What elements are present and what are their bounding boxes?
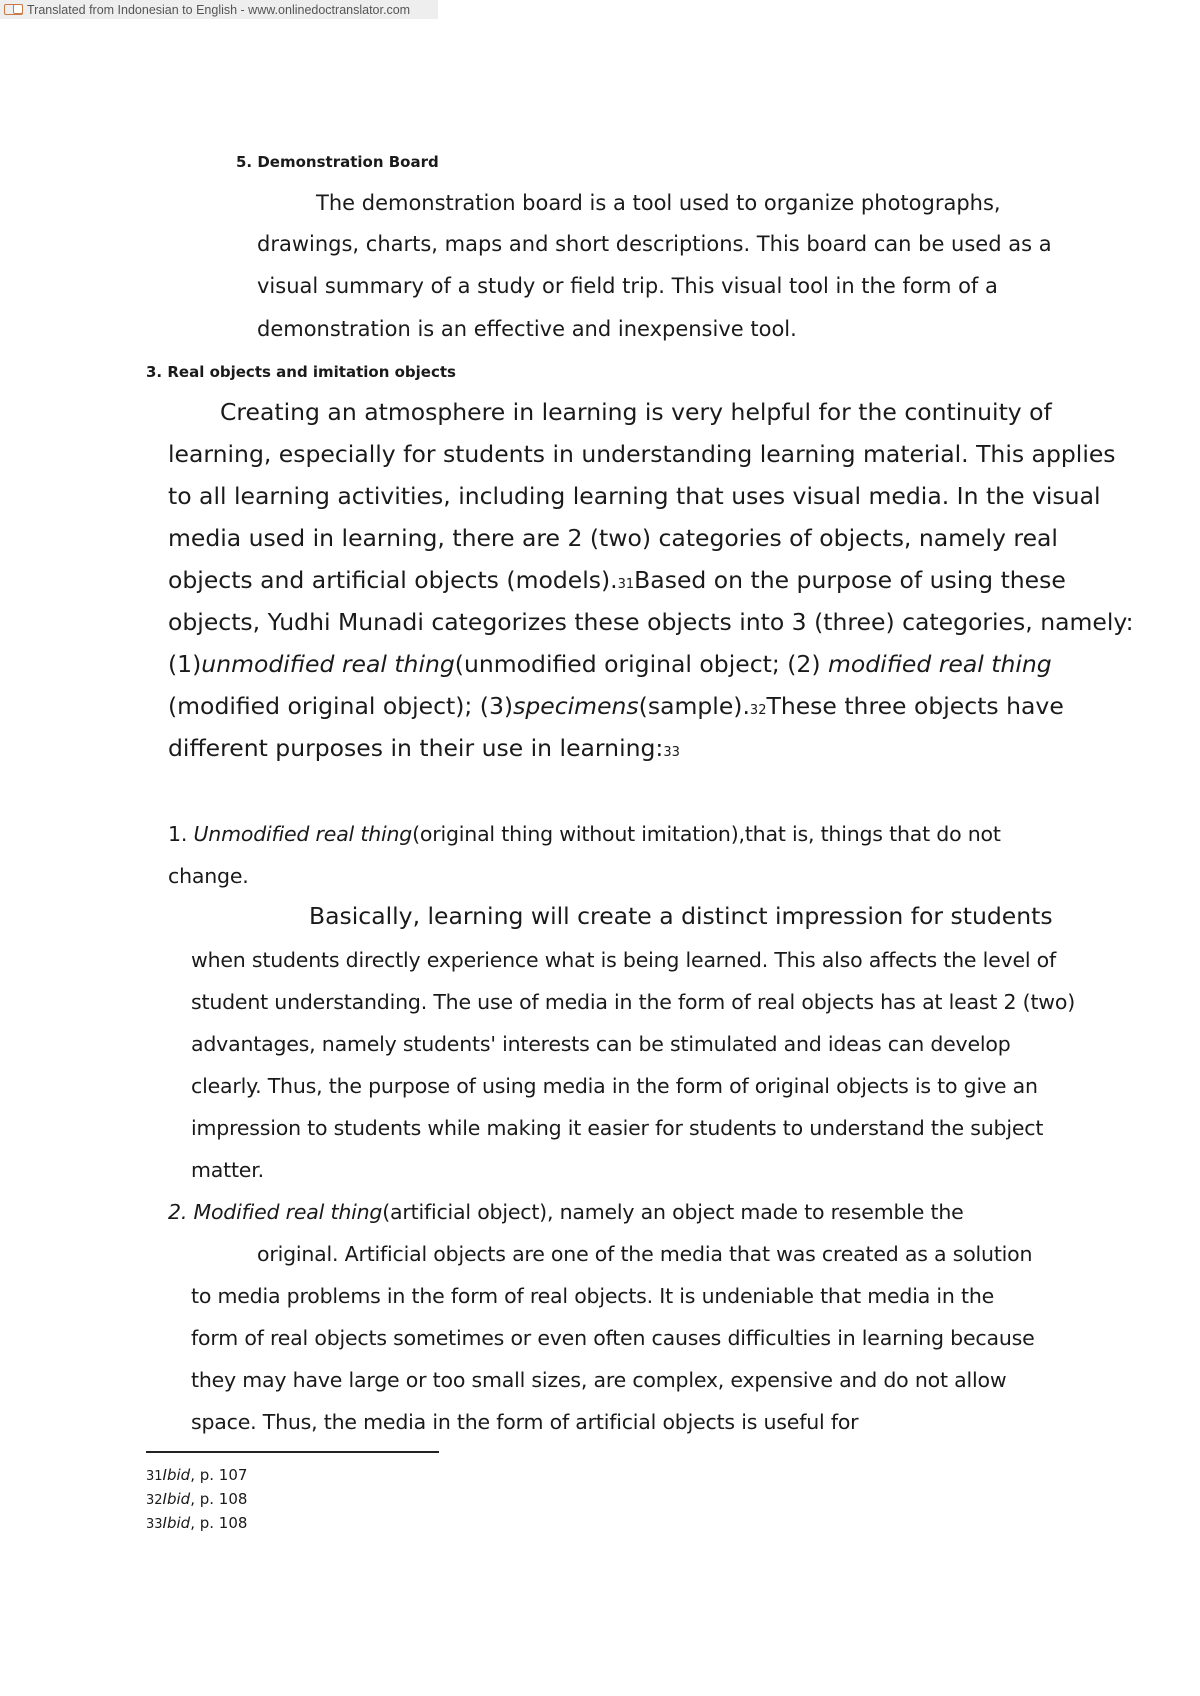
italic-term: modified real thing [828, 650, 1052, 678]
paragraph-line [168, 566, 1066, 594]
text-run: (unmodified original object; (2) [454, 650, 828, 678]
paragraph-line: to media problems in the form of real objects. It is undeniable that media in the [191, 1284, 995, 1308]
footnote [146, 1466, 247, 1484]
paragraph-line: form of real objects sometimes or even often causes difficulties in learning because [191, 1326, 1035, 1350]
footnote-number: 31 [146, 1469, 163, 1484]
paragraph-line: Basically, learning will create a distinct impression for students [309, 902, 1053, 930]
paragraph-line: student understanding. The use of media in the form of real objects has at least 2 (two) [191, 990, 1075, 1014]
text-run: These three objects have [766, 692, 1064, 720]
footnote-text: , p. 107 [190, 1466, 248, 1484]
paragraph-line: demonstration is an effective and inexpensive tool. [257, 317, 797, 341]
paragraph-line: Creating an atmosphere in learning is very helpful for the continuity of [220, 398, 1052, 426]
text-run: (artificial object), namely an object made to resemble the [382, 1200, 964, 1224]
paragraph-line: drawings, charts, maps and short descriptions. This board can be used as a [257, 232, 1052, 256]
italic-term: specimens [513, 692, 639, 720]
italic-term: unmodified real thing [201, 650, 455, 678]
paragraph-line: learning, especially for students in understanding learning material. This applies [168, 440, 1116, 468]
footnote [146, 1490, 247, 1508]
banner-text: Translated from Indonesian to English - www.onlinedoctranslator.com [27, 2, 411, 17]
text-run: (modified original object); (3) [168, 692, 514, 720]
italic-term: Unmodified real thing [193, 822, 413, 846]
paragraph-line: visual summary of a study or field trip. This visual tool in the form of a [257, 274, 998, 298]
paragraph-line: they may have large or too small sizes, are complex, expensive and do not allow [191, 1368, 1007, 1392]
paragraph-line: objects, Yudhi Munadi categorizes these objects into 3 (three) categories, namely: [168, 608, 1134, 636]
list-item-title [168, 1200, 964, 1224]
paragraph-line: clearly. Thus, the purpose of using media in the form of original objects is to give an [191, 1074, 1038, 1098]
list-item-title-cont: change. [168, 864, 249, 888]
paragraph-line: space. Thus, the media in the form of artificial objects is useful for [191, 1410, 859, 1434]
footnote-text: , p. 108 [190, 1490, 248, 1508]
footnote-ref[interactable]: 31 [617, 577, 635, 592]
paragraph-line: impression to students while making it easier for students to understand the subject [191, 1116, 1044, 1140]
paragraph-line: media used in learning, there are 2 (two) categories of objects, namely real [168, 524, 1058, 552]
text-run: Based on the purpose of using these [634, 566, 1066, 594]
footnote-ibid: Ibid [162, 1490, 191, 1508]
italic-term: 2. Modified real thing [168, 1200, 383, 1224]
text-run: (1) [168, 650, 202, 678]
footnote-ibid: Ibid [162, 1466, 191, 1484]
text-run: (original thing without imitation),that is, things that do not [412, 822, 1001, 846]
paragraph-line: advantages, namely students' interests can be stimulated and ideas can develop [191, 1032, 1011, 1056]
text-run: objects and artificial objects (models). [168, 566, 618, 594]
footnote-text: , p. 108 [190, 1514, 248, 1532]
footnote-number: 32 [146, 1493, 163, 1508]
section-heading-demonstration-board: 5. Demonstration Board [236, 153, 439, 171]
translate-icon [4, 4, 23, 15]
footnote-separator [146, 1451, 439, 1453]
paragraph-line: to all learning activities, including learning that uses visual media. In the visual [168, 482, 1101, 510]
paragraph-line [168, 734, 680, 762]
footnote-ref[interactable]: 32 [749, 703, 767, 718]
list-item-title [168, 822, 1001, 846]
paragraph-line [168, 650, 1052, 678]
paragraph-line [168, 692, 1064, 720]
footnote [146, 1514, 247, 1532]
paragraph-line: when students directly experience what is being learned. This also affects the level of [191, 948, 1057, 972]
footnote-ref[interactable]: 33 [663, 745, 680, 760]
text-run: (sample). [638, 692, 750, 720]
paragraph-line: matter. [191, 1158, 264, 1182]
paragraph-line: original. Artificial objects are one of the media that was created as a solution [257, 1242, 1033, 1266]
list-number: 1. [168, 822, 194, 846]
translation-banner[interactable] [0, 0, 438, 19]
footnote-number: 33 [146, 1517, 163, 1532]
paragraph-line: The demonstration board is a tool used to organize photographs, [316, 191, 1001, 215]
footnote-ibid: Ibid [162, 1514, 191, 1532]
text-run: different purposes in their use in learning: [168, 734, 664, 762]
section-heading-real-objects: 3. Real objects and imitation objects [146, 363, 456, 381]
